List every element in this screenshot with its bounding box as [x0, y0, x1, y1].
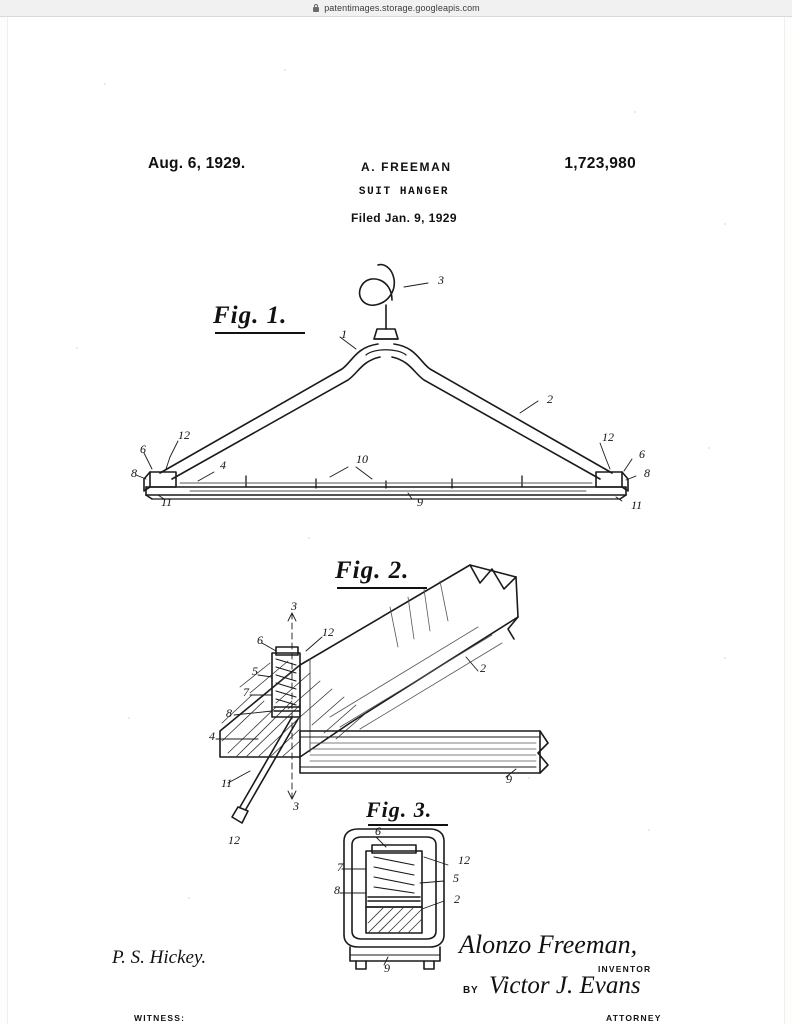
ref-numeral: 2 [454, 892, 460, 906]
patent-date: Aug. 6, 1929. [148, 155, 246, 172]
scan-speck [284, 69, 286, 71]
ref-numeral: 2 [480, 661, 486, 675]
figure-2-label: Fig. 2. [335, 557, 410, 584]
witness-signature: P. S. Hickey. [112, 947, 207, 968]
ref-numeral: 6 [375, 824, 381, 838]
ref-numeral: 1 [341, 327, 347, 341]
ref-numeral: 8 [131, 466, 137, 480]
inventor-signature: Alonzo Freeman, [459, 930, 638, 959]
attorney-label: ATTORNEY [606, 1013, 662, 1023]
scan-speck [528, 777, 530, 779]
ref-numeral: 12 [458, 853, 470, 867]
ref-numeral: 3 [291, 599, 297, 613]
by-label: BY [463, 985, 479, 996]
patent-title: SUIT HANGER [358, 186, 450, 198]
scan-speck [724, 223, 726, 225]
figure-2-label-underline [337, 587, 427, 589]
ref-numeral: 7 [337, 860, 343, 874]
ref-numeral: 7 [243, 685, 249, 699]
ref-numeral: 8 [644, 466, 650, 480]
ref-numeral: 12 [322, 625, 334, 639]
witness-label: WITNESS: [134, 1013, 186, 1023]
ref-numeral: 12 [178, 428, 190, 442]
patent-page [0, 17, 792, 1024]
ref-numeral: 5 [252, 664, 258, 678]
figure-3-label: Fig. 3. [366, 797, 433, 822]
scan-speck [708, 447, 710, 449]
scan-speck [104, 83, 106, 85]
ref-numeral: 8 [334, 883, 340, 897]
ref-numeral: 6 [257, 633, 263, 647]
patent-inventor-header: A. FREEMAN [361, 160, 452, 174]
lock-icon [312, 4, 320, 13]
ref-numeral: 11 [631, 498, 643, 512]
ref-numeral: 6 [639, 447, 645, 461]
figure-1-label-underline [215, 332, 305, 334]
scan-speck [648, 829, 650, 831]
ref-numeral: 9 [384, 961, 390, 975]
scan-speck [634, 111, 636, 113]
ref-numeral: 9 [417, 495, 423, 509]
ref-numeral: 11 [221, 776, 233, 790]
scan-speck [724, 657, 726, 659]
patent-filed-date: Filed Jan. 9, 1929 [351, 211, 457, 225]
url-text: patentimages.storage.googleapis.com [324, 3, 480, 13]
scan-speck [128, 717, 130, 719]
ref-numeral: 3 [438, 273, 444, 287]
ref-numeral: 5 [453, 871, 459, 885]
patent-number: 1,723,980 [564, 155, 636, 172]
ref-numeral: 6 [140, 442, 146, 456]
ref-numeral: 9 [506, 772, 512, 786]
scan-speck [76, 347, 78, 349]
ref-numeral: 2 [547, 392, 553, 406]
patent-sheet [8, 17, 784, 1024]
ref-numeral: 4 [209, 729, 215, 743]
ref-numeral: 11 [161, 495, 173, 509]
browser-url-bar[interactable] [0, 0, 792, 17]
ref-numeral: 4 [220, 458, 226, 472]
ref-numeral: 12 [228, 833, 240, 847]
ref-numeral: 3 [293, 799, 299, 813]
figure-1-label: Fig. 1. [213, 302, 288, 329]
ref-numeral: 12 [602, 430, 614, 444]
ref-numeral: 8 [226, 706, 232, 720]
inventor-label: INVENTOR [598, 964, 652, 974]
attorney-signature: Victor J. Evans [489, 972, 641, 999]
scan-speck [188, 897, 190, 899]
ref-numeral: 10 [356, 452, 368, 466]
scan-speck [308, 537, 310, 539]
